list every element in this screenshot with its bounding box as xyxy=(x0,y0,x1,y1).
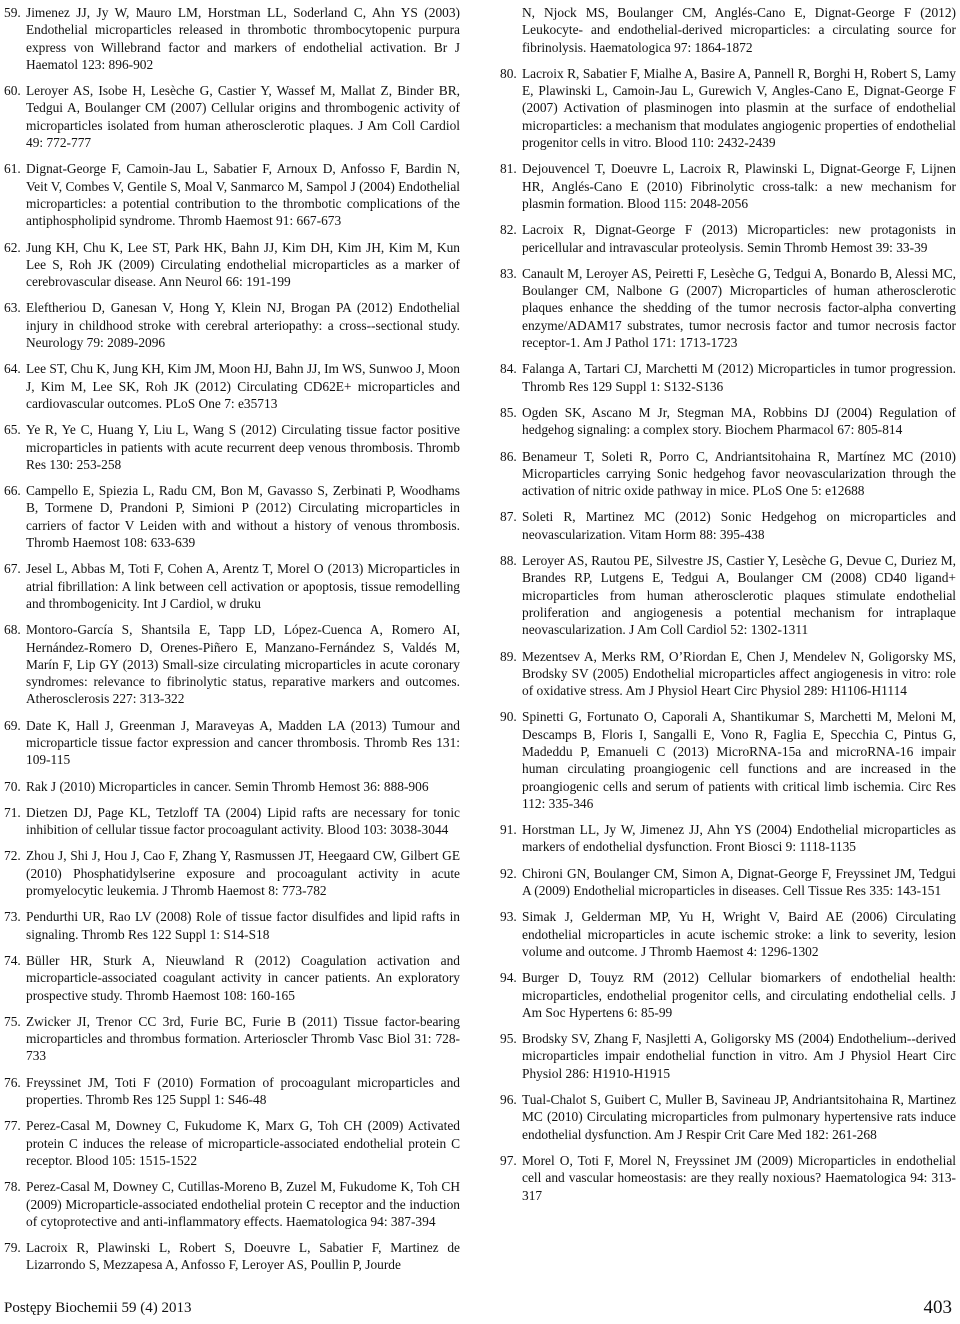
reference-item xyxy=(500,648,956,700)
reference-text: Jesel L, Abbas M, Toti F, Cohen A, Arentz T, Morel O (2013) Microparticles in atrial fibrillation: A link between cell activation or apoptosis, tissue remodelling and thrombogenicity. Int J Cardiol, w druku xyxy=(26,561,460,611)
reference-text: Pendurthi UR, Rao LV (2008) Role of tissue factor disulfides and lipid rafts in signaling. Thromb Res 122 Suppl 1: S14-S18 xyxy=(26,909,460,942)
reference-text: Chironi GN, Boulanger CM, Simon A, Dignat-George F, Freyssinet JM, Tedgui A (2009) Endothelial microparticles in diseases. Cell Tissue Res 335: 143-151 xyxy=(522,865,956,899)
reference-item xyxy=(4,1178,460,1230)
reference-text: Zhou J, Shi J, Hou J, Cao F, Zhang Y, Rasmussen JT, Heegaard CW, Gilbert GE (2010) Phosphatidylserine exposure and procoagulant activity in acute promyelocytic leukemia. J Thromb Haemost 8: 773-782 xyxy=(26,848,460,899)
reference-number: 96. xyxy=(500,1092,517,1108)
reference-item xyxy=(4,717,460,769)
reference-text: Dietzen DJ, Page KL, Tetzloff TA (2004) Lipid rafts are necessary for tonic inhibition of cellular tissue factor procoagulant activity. Blood 103: 3038-3044 xyxy=(26,804,460,838)
reference-item xyxy=(500,508,956,543)
reference-text: Ye R, Ye C, Huang Y, Liu L, Wang S (2012) Circulating tissue factor positive microparticles in patients with acute recurrent deep venous thrombosis. Thromb Res 130: 253-258 xyxy=(26,422,460,472)
reference-text: Leroyer AS, Isobe H, Lesèche G, Castier Y, Wassef M, Mallat Z, Binder BR, Tedgui A, Boulanger CM (2007) Cellular origins and thrombogenic activity of microparticles isolated from human atherosclerotic plaques. J Am Coll Cardiol 49: 772-777 xyxy=(26,83,460,151)
reference-number: 69. xyxy=(4,717,21,733)
reference-text: Perez-Casal M, Downey C, Cutillas-Moreno B, Zuzel M, Fukudome K, Toh CH (2009) Microparticle-associated endothelial protein C receptor and the induction of cytoprotective and anti-inflammatory effects. Haematologica 94: 387-394 xyxy=(26,1179,460,1229)
reference-item xyxy=(500,65,956,151)
reference-number: 85. xyxy=(500,404,517,420)
reference-item xyxy=(4,82,460,151)
reference-number: 64. xyxy=(4,361,21,377)
reference-number: 76. xyxy=(4,1074,21,1090)
reference-item xyxy=(4,621,460,707)
reference-text: Lacroix R, Sabatier F, Mialhe A, Basire A, Pannell R, Borghi H, Robert S, Lamy E, Plawinski L, Camoin-Jau L, Gurewich V, Angles-Cano E, Dignat-George F (2007) Activation of plasminogen into plasmin at the surface of endothelial microparticles: a mechanism that modulates angiogenic properties of endothelial progenitor cells in vitro. Blood 110: 2432-2439 xyxy=(522,65,956,151)
reference-text: Dignat-George F, Camoin-Jau L, Sabatier F, Arnoux D, Anfosso F, Bardin N, Veit V, Combes V, Gentile S, Moal V, Sanmarco M, Sampol J (2004) Endothelial microparticles: a potential contribution to the thrombotic complications of the antiphospholipid syndrome. Thromb Haemost 91: 667-673 xyxy=(26,161,460,229)
reference-number: 72. xyxy=(4,848,21,864)
reference-number: 65. xyxy=(4,422,21,438)
reference-text: Mezentsev A, Merks RM, O’Riordan E, Chen J, Mendelev N, Goligorsky MS, Brodsky SV (2005) Endothelial microparticles affect angiogenesis in vitro: role of oxidative stress. Am J Physiol Heart Circ Physiol 289: H1106-H1114 xyxy=(522,648,956,699)
reference-number: 68. xyxy=(4,622,21,638)
reference-number: 86. xyxy=(500,448,517,464)
reference-item xyxy=(500,1030,956,1082)
reference-number: 60. xyxy=(4,83,21,99)
reference-number: 91. xyxy=(500,822,517,838)
reference-number: 77. xyxy=(4,1118,21,1134)
reference-item xyxy=(500,865,956,900)
reference-item xyxy=(4,804,460,839)
reference-number: 88. xyxy=(500,553,517,569)
reference-item xyxy=(500,160,956,212)
reference-text: Burger D, Touyz RM (2012) Cellular biomarkers of endothelial health: microparticles, endothelial progenitor cells, and circulating endothelial cells. J Am Soc Hypertens 6: 85-99 xyxy=(522,970,956,1020)
reference-number: 83. xyxy=(500,265,517,281)
reference-number: 80. xyxy=(500,65,517,81)
reference-text: Canault M, Leroyer AS, Peiretti F, Lesèche G, Tedgui A, Bonardo B, Alessi MC, Boulanger CM, Nalbone G (2007) Microparticles of human atherosclerotic plaques enhance the shedding of the tumor necrosis factor-alpha converting enzyme/ADAM17 substrates, tumor necrosis factor and tumor necrosis factor receptor-1. Am J Pathol 171: 1713-1723 xyxy=(522,265,956,351)
reference-number: 87. xyxy=(500,509,517,525)
reference-item xyxy=(500,448,956,500)
references-right-column xyxy=(500,4,956,1213)
reference-number: 95. xyxy=(500,1031,517,1047)
reference-item xyxy=(500,969,956,1021)
reference-item xyxy=(4,360,460,412)
reference-number: 73. xyxy=(4,909,21,925)
reference-item xyxy=(4,1074,460,1109)
reference-text: Lacroix R, Plawinski L, Robert S, Doeuvre L, Sabatier F, Martinez de Lizarrondo S, Mezzapesa A, Anfosso F, Leroyer AS, Poullin P, Jourde xyxy=(26,1240,460,1273)
reference-number: 79. xyxy=(4,1240,21,1256)
reference-text: Rak J (2010) Microparticles in cancer. Semin Thromb Hemost 36: 888-906 xyxy=(26,778,429,794)
reference-text: Zwicker JI, Trenor CC 3rd, Furie BC, Furie B (2011) Tissue factor-bearing microparticles and thrombus formation. Arterioscler Thromb Vasc Biol 31: 728-733 xyxy=(26,1013,460,1064)
reference-number: 74. xyxy=(4,952,21,968)
reference-number: 94. xyxy=(500,970,517,986)
reference-number: 70. xyxy=(4,778,21,794)
reference-text: Jung KH, Chu K, Lee ST, Park HK, Bahn JJ, Kim DH, Kim JH, Kim M, Kun Lee S, Roh JK (2009) Circulating endothelial microparticles as a marker of cerebrovascular disease. Ann Neurol 66: 191-199 xyxy=(26,239,460,290)
reference-number: 75. xyxy=(4,1013,21,1029)
reference-text: Benameur T, Soleti R, Porro C, Andriantsitohaina R, Martínez MC (2010) Microparticles carrying Sonic hedgehog favor neovascularization through the activation of nitric oxide pathway in mice. PLoS One 5: e12688 xyxy=(522,448,956,499)
reference-number: 59. xyxy=(4,5,21,20)
reference-text: Freyssinet JM, Toti F (2010) Formation of procoagulant microparticles and properties. Thromb Res 125 Suppl 1: S46-48 xyxy=(26,1074,460,1108)
reference-item xyxy=(4,1239,460,1274)
reference-text: Perez-Casal M, Downey C, Fukudome K, Marx G, Toh CH (2009) Activated protein C induces the release of microparticle-associated endothelial protein C receptor. Blood 105: 1515-1522 xyxy=(26,1118,460,1168)
reference-number: 62. xyxy=(4,239,21,255)
reference-item xyxy=(500,908,956,960)
reference-number: 63. xyxy=(4,300,21,316)
reference-item xyxy=(4,421,460,473)
reference-item xyxy=(4,560,460,612)
reference-item xyxy=(4,778,460,795)
reference-item xyxy=(4,482,460,551)
page-number: 403 xyxy=(923,1297,952,1318)
reference-text: Büller HR, Sturk A, Nieuwland R (2012) Coagulation activation and microparticle-associated coagulant activity in cancer patients. An exploratory prospective study. Thromb Haemost 108: 160-165 xyxy=(26,952,460,1003)
reference-number: 92. xyxy=(500,865,517,881)
reference-text: Falanga A, Tartari CJ, Marchetti M (2012) Microparticles in tumor progression. Thromb Res 129 Suppl 1: S132-S136 xyxy=(522,361,956,394)
reference-item xyxy=(500,708,956,812)
reference-item xyxy=(500,360,956,395)
reference-text: Jimenez JJ, Jy W, Mauro LM, Horstman LL, Soderland C, Ahn YS (2003) Endothelial microparticles released in thrombotic thrombocytopenic purpura express von Willebrand factor and markers of endothelial activation. Br J Haematol 123: 896-902 xyxy=(26,5,460,72)
reference-item xyxy=(500,265,956,351)
reference-text: Horstman LL, Jy W, Jimenez JJ, Ahn YS (2004) Endothelial microparticles as markers of endothelial dysfunction. Front Biosci 9: 1118-1135 xyxy=(522,822,956,855)
reference-number: 93. xyxy=(500,909,517,925)
journal-footer: Postępy Biochemii 59 (4) 2013 xyxy=(4,1300,192,1316)
reference-item xyxy=(4,908,460,943)
reference-text: Simak J, Gelderman MP, Yu H, Wright V, Baird AE (2006) Circulating endothelial microparticles in acute ischemic stroke: a link to severity, lesion volume and outcome. J Thromb Haemost 4: 1296-1302 xyxy=(522,909,956,959)
reference-number: 97. xyxy=(500,1152,517,1168)
reference-text: Tual-Chalot S, Guibert C, Muller B, Savineau JP, Andriantsitohaina R, Martinez MC (2010) Circulating microparticles from pulmonary hypertensive rats induce endothelial dysfunction. Am J Respir Crit Care Med 182: 261-268 xyxy=(522,1092,956,1142)
reference-item xyxy=(4,1013,460,1065)
reference-item xyxy=(4,160,460,229)
reference-number: 90. xyxy=(500,709,517,725)
reference-item xyxy=(500,221,956,256)
reference-text: Leroyer AS, Rautou PE, Silvestre JS, Castier Y, Lesèche G, Devue C, Duriez M, Brandes RP, Lutgens E, Tedgui A, Boulanger CM (2008) CD40 ligand+ microparticles from human atherosclerotic plaques stimulate endothelial proliferation and angiogenesis a potential mechanism for intraplaque neovascularization. J Am Coll Cardiol 52: 1302-1311 xyxy=(522,553,956,638)
reference-text: Eleftheriou D, Ganesan V, Hong Y, Klein NJ, Brogan PA (2012) Endothelial injury in childhood stroke with cerebral arteriopathy: a cross--sectional study. Neurology 79: 2089-2096 xyxy=(26,300,460,351)
reference-item xyxy=(500,821,956,856)
reference-item xyxy=(500,1152,956,1204)
reference-text: Date K, Hall J, Greenman J, Maraveyas A, Madden LA (2013) Tumour and microparticle tissue factor expression and cancer thrombosis. Thromb Res 131: 109-115 xyxy=(26,717,460,768)
reference-number: 66. xyxy=(4,483,21,499)
reference-item xyxy=(500,404,956,439)
reference-number: 67. xyxy=(4,561,21,577)
reference-item xyxy=(4,239,460,291)
reference-text: Montoro-García S, Shantsila E, Tapp LD, López-Cuenca A, Romero AI, Hernández-Romero D, Orenes-Piñero E, Manzano-Fernández S, Valdés M, Marín F, Lip GY (2013) Small-size circulating microparticles in acute coronary syndromes: relevance to fibrinolytic status, reparative markers and outcomes. Atherosclerosis 227: 313-322 xyxy=(26,622,460,707)
reference-number: 89. xyxy=(500,648,517,664)
reference-item xyxy=(500,1091,956,1143)
reference-text: Campello E, Spiezia L, Radu CM, Bon M, Gavasso S, Zerbinati P, Woodhams B, Tormene D, Prandoni P, Simioni P (2012) Circulating microparticles in carriers of factor V Leiden with and without a history of venous thrombosis. Thromb Haemost 108: 633-639 xyxy=(26,483,460,551)
reference-text: Lee ST, Chu K, Jung KH, Kim JM, Moon HJ, Bahn JJ, Im WS, Sunwoo J, Moon J, Kim M, Lee SK, Roh JK (2012) Circulating CD62E+ microparticles and cardiovascular outcomes. PLoS One 7: e35713 xyxy=(26,361,460,411)
reference-item xyxy=(4,1117,460,1169)
references-left-column xyxy=(4,4,460,1283)
reference-text: Brodsky SV, Zhang F, Nasjletti A, Goligorsky MS (2004) Endothelium--derived microparticles impair endothelial function in vitro. Am J Physiol Heart Circ Physiol 286: H1910-H1915 xyxy=(522,1031,956,1081)
reference-number: 61. xyxy=(4,161,21,177)
reference-number: 81. xyxy=(500,161,517,177)
reference-text: Lacroix R, Dignat-George F (2013) Microparticles: new protagonists in pericellular and intravascular proteolysis. Semin Thromb Hemost 39: 33-39 xyxy=(522,222,956,255)
reference-number: 82. xyxy=(500,222,517,238)
reference-number: 71. xyxy=(4,804,21,820)
reference-item xyxy=(500,552,956,638)
reference-continuation xyxy=(500,4,956,56)
reference-text: Ogden SK, Ascano M Jr, Stegman MA, Robbins DJ (2004) Regulation of hedgehog signaling: a complex story. Biochem Pharmacol 67: 805-814 xyxy=(522,404,956,438)
reference-number: 78. xyxy=(4,1179,21,1195)
reference-item xyxy=(4,4,460,73)
reference-text: Soleti R, Martinez MC (2012) Sonic Hedgehog on microparticles and neovascularization. Vitam Horm 88: 395-438 xyxy=(522,509,956,542)
reference-text: Spinetti G, Fortunato O, Caporali A, Shantikumar S, Marchetti M, Meloni M, Descamps B, Floris I, Sangalli E, Vono R, Faglia E, Specchia C, Pintus G, Madeddu P, Emanueli C (2013) MicroRNA-15a and microRNA-16 impair human circulating proangiogenic cell functions and are increased in the proangiogenic cells and serum of patients with critical limb ischemia. Circ Res 112: 335-346 xyxy=(522,709,956,811)
reference-number: 84. xyxy=(500,361,517,377)
reference-item xyxy=(4,847,460,899)
reference-item xyxy=(4,299,460,351)
reference-item xyxy=(4,952,460,1004)
reference-text: Dejouvencel T, Doeuvre L, Lacroix R, Plawinski L, Dignat-George F, Lijnen HR, Anglés-Cano E (2010) Fibrinolytic cross-talk: a new mechanism for plasmin formation. Blood 115: 2048-2056 xyxy=(522,161,956,211)
reference-text: N, Njock MS, Boulanger CM, Anglés-Cano E, Dignat-George F (2012) Leukocyte- and endothelial-derived microparticles: a circulating source for fibrinolysis. Haematologica 97: 1864-1872 xyxy=(522,5,956,55)
reference-text: Morel O, Toti F, Morel N, Freyssinet JM (2009) Microparticles in endothelial cell and vascular homeostasis: are they really noxious? Haematologica 94: 313-317 xyxy=(522,1152,956,1203)
